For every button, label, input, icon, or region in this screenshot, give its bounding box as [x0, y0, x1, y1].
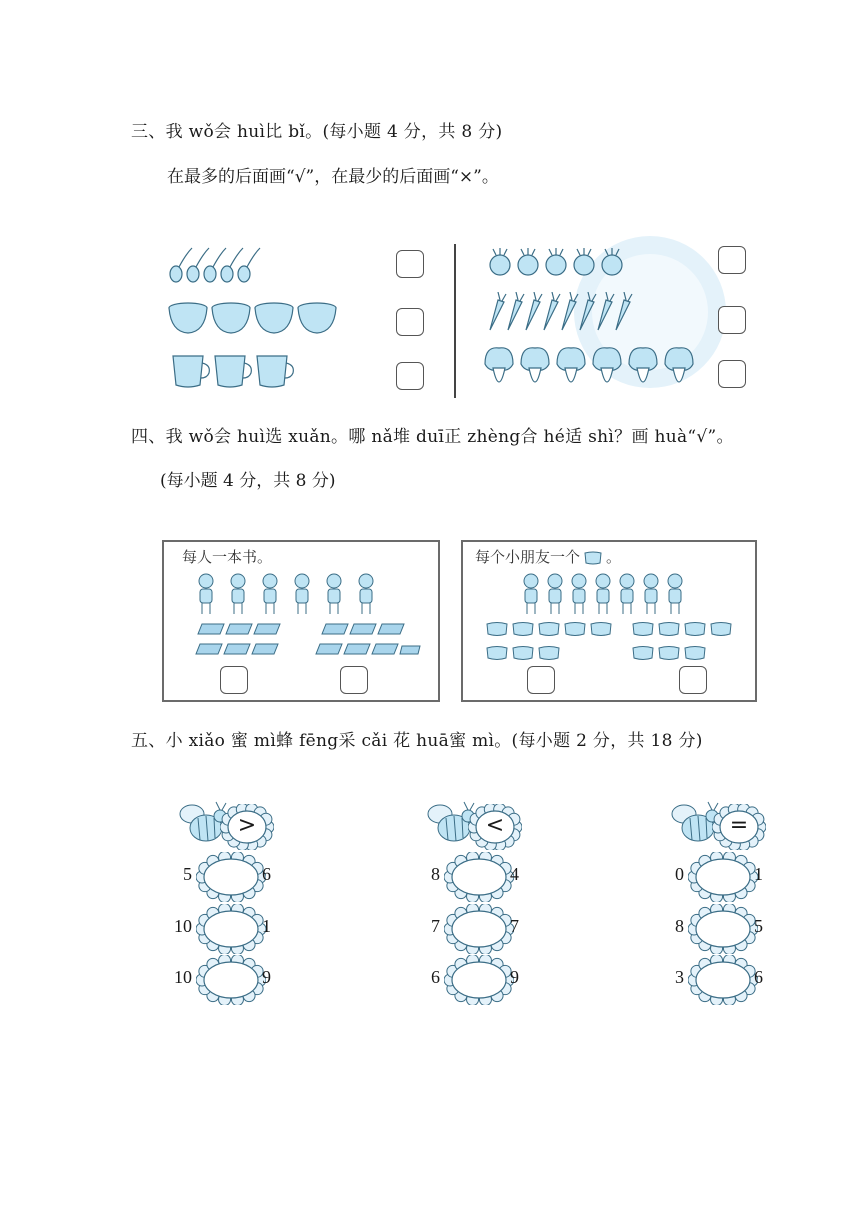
answer-flower[interactable] [196, 852, 266, 902]
answer-flower[interactable] [196, 955, 266, 1005]
answer-flower[interactable] [444, 852, 514, 902]
children-group [194, 572, 394, 616]
comparison-symbol: < [485, 813, 505, 838]
answer-box-masks-b[interactable] [679, 666, 707, 694]
answer-box-books-a[interactable] [220, 666, 248, 694]
right-number: 1 [262, 916, 271, 936]
symbol-flower [220, 804, 274, 850]
right-number: 9 [262, 967, 271, 987]
left-number: 7 [431, 916, 440, 936]
carrots-illustration [484, 292, 638, 332]
panel-masks-label [475, 546, 621, 567]
comparison-symbol: = [729, 813, 749, 838]
cabbages-illustration [481, 344, 697, 396]
left-number: 10 [174, 916, 192, 936]
answer-box-books-b[interactable] [340, 666, 368, 694]
answer-box-spoons[interactable] [396, 250, 424, 278]
answer-flower[interactable] [688, 955, 758, 1005]
left-number: 6 [431, 967, 440, 987]
right-number: 6 [754, 967, 763, 987]
section3-title: 三、我 wǒ会 huì比 bǐ。(每小题 4 分，共 8 分) [131, 122, 503, 142]
section4-title: 四、我 wǒ会 huì选 xuǎn。哪 nǎ堆 duī正 zhèng合 hé适 shì？画 huà“√”。 [131, 427, 734, 447]
section4-subtitle: (每小题 4 分，共 8 分) [160, 471, 336, 491]
cabbage-row [481, 344, 697, 396]
divider [454, 244, 456, 398]
mask-pile-a [485, 620, 617, 664]
answer-flower[interactable] [688, 904, 758, 954]
left-number: 3 [675, 967, 684, 987]
mask-pile-b [631, 620, 741, 664]
right-number: 9 [510, 967, 519, 987]
right-number: 7 [510, 916, 519, 936]
carrot-row [484, 292, 638, 332]
mask-icon [581, 551, 605, 565]
spoon-row [166, 244, 266, 284]
right-number: 5 [754, 916, 763, 936]
right-number: 6 [262, 864, 271, 884]
panel-books [162, 540, 440, 702]
right-number: 1 [754, 864, 763, 884]
section5-title: 五、小 xiǎo 蜜 mì蜂 fēng采 cǎi 花 huā蜜 mì。(每小题 2 分，共 18 分) [131, 731, 703, 751]
panel-masks-label-end: 。 [606, 548, 622, 566]
left-number: 0 [675, 864, 684, 884]
cups-illustration [171, 353, 297, 389]
spoons-illustration [166, 244, 266, 284]
radish-row [486, 248, 626, 278]
book-pile-a [194, 622, 284, 662]
cup-row [171, 353, 297, 389]
bowls-illustration [168, 302, 340, 336]
left-number: 5 [183, 864, 192, 884]
symbol-flower [468, 804, 522, 850]
answer-box-cups[interactable] [396, 362, 424, 390]
left-number: 10 [174, 967, 192, 987]
answer-flower[interactable] [444, 955, 514, 1005]
answer-box-masks-a[interactable] [527, 666, 555, 694]
bowl-row [168, 302, 340, 336]
book-pile-b [314, 622, 424, 662]
left-number: 8 [431, 864, 440, 884]
right-number: 4 [510, 864, 519, 884]
left-number: 8 [675, 916, 684, 936]
symbol-flower [712, 804, 766, 850]
answer-flower[interactable] [444, 904, 514, 954]
answer-box-radishes[interactable] [718, 246, 746, 274]
answer-box-carrots[interactable] [718, 306, 746, 334]
section3-instruction: 在最多的后面画“√”，在最少的后面画“×”。 [167, 167, 499, 187]
answer-box-cabbages[interactable] [718, 360, 746, 388]
answer-flower[interactable] [196, 904, 266, 954]
answer-box-bowls[interactable] [396, 308, 424, 336]
comparison-symbol: > [237, 813, 257, 838]
panel-books-label: 每人一本书。 [182, 548, 273, 566]
panel-masks [461, 540, 757, 702]
radishes-illustration [486, 248, 626, 278]
children-group-2 [521, 572, 691, 616]
answer-flower[interactable] [688, 852, 758, 902]
panel-masks-label-text: 每个小朋友一个 [475, 548, 581, 566]
